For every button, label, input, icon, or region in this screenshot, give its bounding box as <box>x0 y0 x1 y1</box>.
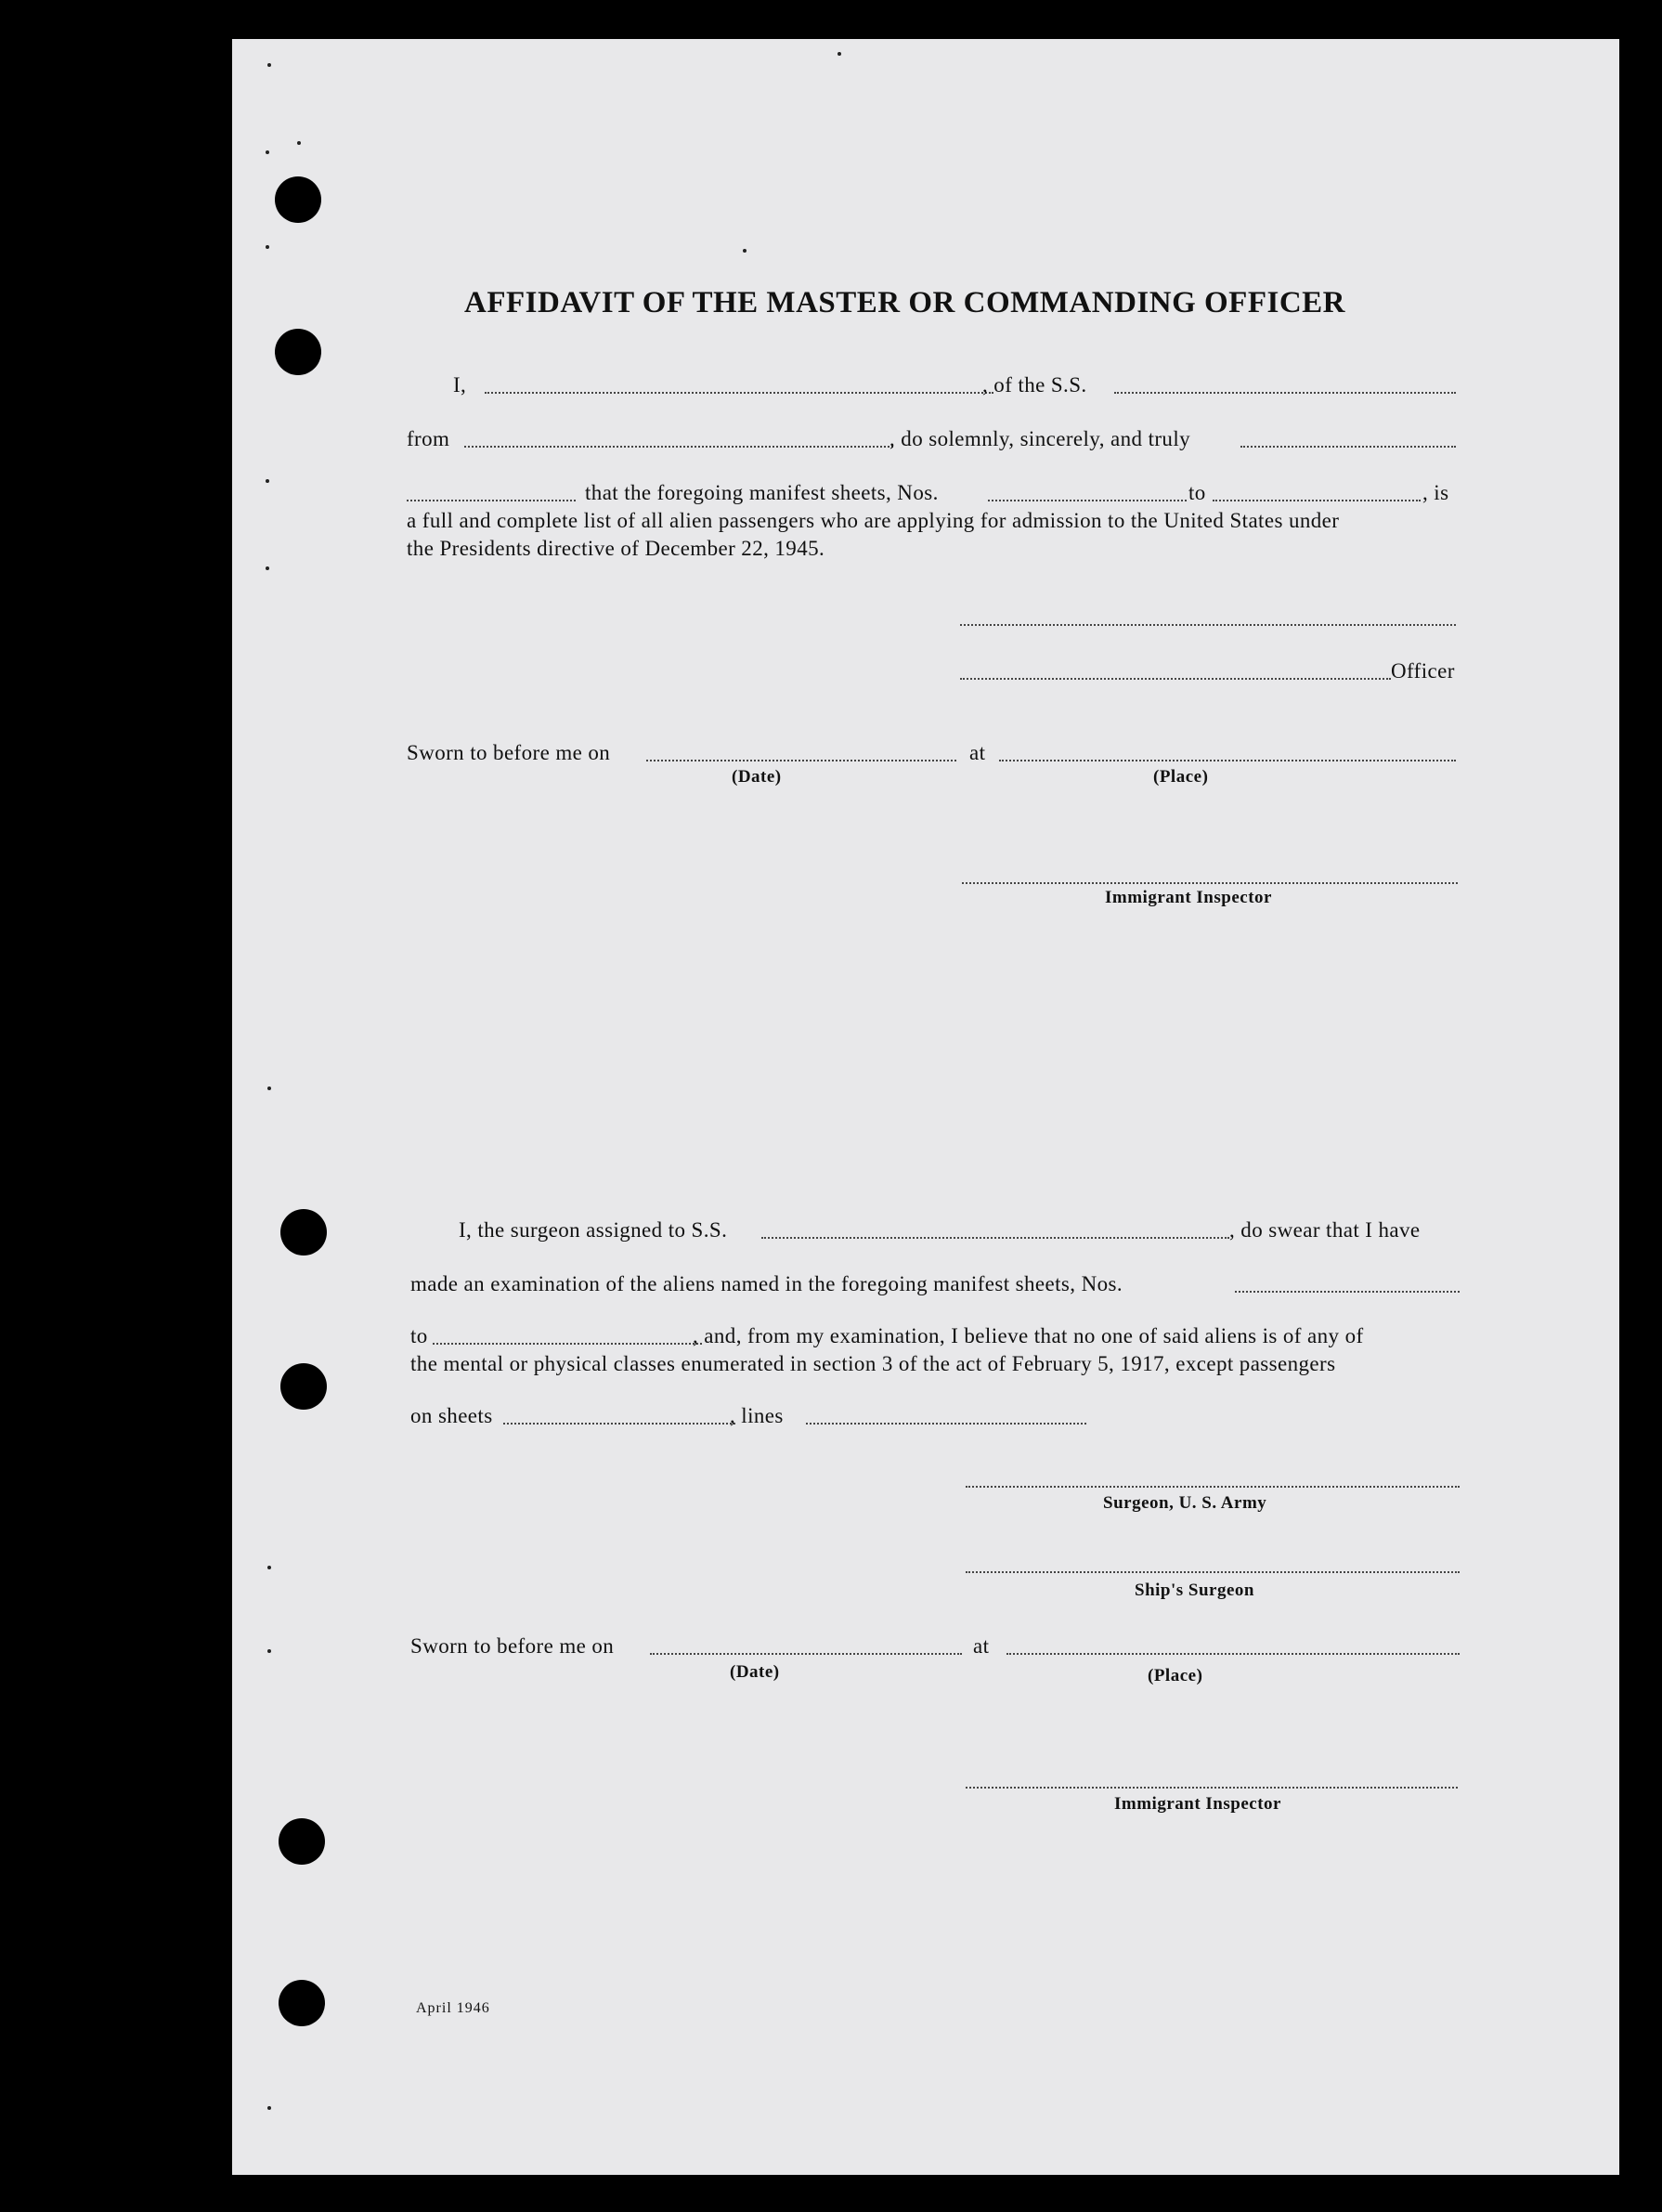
surgeon-line2: made an examination of the aliens named in the foregoing manifest sheets, Nos. <box>410 1272 1123 1295</box>
paper-speck <box>743 249 747 253</box>
punch-hole <box>280 1209 327 1256</box>
ship-name-field[interactable] <box>1114 392 1456 394</box>
master-line3-b: to <box>1188 481 1206 504</box>
sheets-to-field[interactable] <box>1213 500 1421 501</box>
surgeon-sworn-date-field[interactable] <box>650 1653 962 1655</box>
master-line2-mid: , do solemnly, sincerely, and truly <box>889 427 1191 450</box>
oath-type-field[interactable] <box>1240 446 1456 448</box>
officer-label: Officer <box>1391 659 1455 683</box>
paper-speck <box>837 52 841 56</box>
paper-speck <box>267 2106 271 2110</box>
master-place-label: (Place) <box>1153 767 1209 787</box>
surgeon-line1-prefix: I, the surgeon assigned to S.S. <box>459 1218 728 1242</box>
paper-speck <box>266 479 269 483</box>
ship-surgeon-label: Ship's Surgeon <box>1135 1581 1254 1600</box>
surgeon-place-label: (Place) <box>1148 1666 1203 1685</box>
paper-speck <box>266 245 269 249</box>
surgeon-line3-suffix: , and, from my examination, I believe that no one of said aliens is of any of <box>693 1324 1364 1347</box>
ship-surgeon-signature-line[interactable] <box>966 1571 1460 1573</box>
master-name-field[interactable] <box>485 392 993 394</box>
punch-hole <box>279 1980 325 2026</box>
master-inspector-label: Immigrant Inspector <box>1105 888 1272 907</box>
form-revision-date: April 1946 <box>416 2000 490 2016</box>
paper-speck <box>267 1566 271 1569</box>
surgeon-line4: the mental or physical classes enumerated in section 3 of the act of February 5, 1917, except passengers <box>410 1352 1336 1375</box>
master-at-label: at <box>969 741 986 764</box>
from-port-field[interactable] <box>464 446 893 448</box>
master-line3-c: , is <box>1422 481 1449 504</box>
punch-hole <box>280 1363 327 1410</box>
surgeon-inspector-label: Immigrant Inspector <box>1114 1794 1281 1814</box>
master-line5: the Presidents directive of December 22, 1945. <box>407 537 825 560</box>
paper-speck <box>297 141 301 145</box>
surgeon-at-label: at <box>973 1634 990 1658</box>
paper-speck <box>267 63 271 67</box>
form-sheet <box>232 39 1619 2175</box>
punch-hole <box>275 329 321 375</box>
master-sworn-prefix: Sworn to before me on <box>407 741 611 764</box>
master-line4: a full and complete list of all alien passengers who are applying for admission to the United States under <box>407 509 1340 532</box>
sheets-from-field[interactable] <box>988 500 1187 501</box>
surgeon-line5-mid: , lines <box>730 1404 784 1427</box>
oath-word-field[interactable] <box>407 500 576 501</box>
master-line3-a: that the foregoing manifest sheets, Nos. <box>585 481 939 504</box>
officer-signature-line-2[interactable] <box>960 678 1391 680</box>
paper-speck <box>267 1649 271 1653</box>
surgeon-line3-prefix: to <box>410 1324 428 1347</box>
officer-signature-line-1[interactable] <box>960 624 1456 626</box>
surgeon-sheets-from-field[interactable] <box>1235 1291 1460 1293</box>
paper-speck <box>266 566 269 570</box>
punch-hole <box>279 1818 325 1865</box>
paper-speck <box>267 1086 271 1090</box>
master-sworn-date-field[interactable] <box>646 760 956 761</box>
surgeon-date-label: (Date) <box>730 1662 780 1682</box>
form-title: AFFIDAVIT OF THE MASTER OR COMMANDING OFFICER <box>464 286 1345 319</box>
surgeon-line5-prefix: on sheets <box>410 1404 493 1427</box>
army-surgeon-signature-line[interactable] <box>966 1486 1460 1488</box>
except-lines-field[interactable] <box>806 1423 1086 1425</box>
surgeon-sheets-to-field[interactable] <box>433 1343 702 1345</box>
surgeon-line1-suffix: , do swear that I have <box>1229 1218 1421 1242</box>
surgeon-inspector-signature-line[interactable] <box>966 1787 1458 1789</box>
master-inspector-signature-line[interactable] <box>962 882 1458 884</box>
army-surgeon-label: Surgeon, U. S. Army <box>1103 1493 1267 1513</box>
surgeon-sworn-prefix: Sworn to before me on <box>410 1634 615 1658</box>
master-line1-prefix: I, <box>453 373 467 397</box>
surgeon-sworn-place-field[interactable] <box>1006 1653 1460 1655</box>
master-date-label: (Date) <box>732 767 782 787</box>
punch-hole <box>275 176 321 223</box>
master-line1-mid: , of the S.S. <box>982 373 1087 397</box>
except-sheets-field[interactable] <box>503 1423 735 1425</box>
master-sworn-place-field[interactable] <box>999 760 1456 761</box>
master-line2-prefix: from <box>407 427 450 450</box>
surgeon-ship-field[interactable] <box>761 1237 1229 1239</box>
paper-speck <box>266 150 269 154</box>
